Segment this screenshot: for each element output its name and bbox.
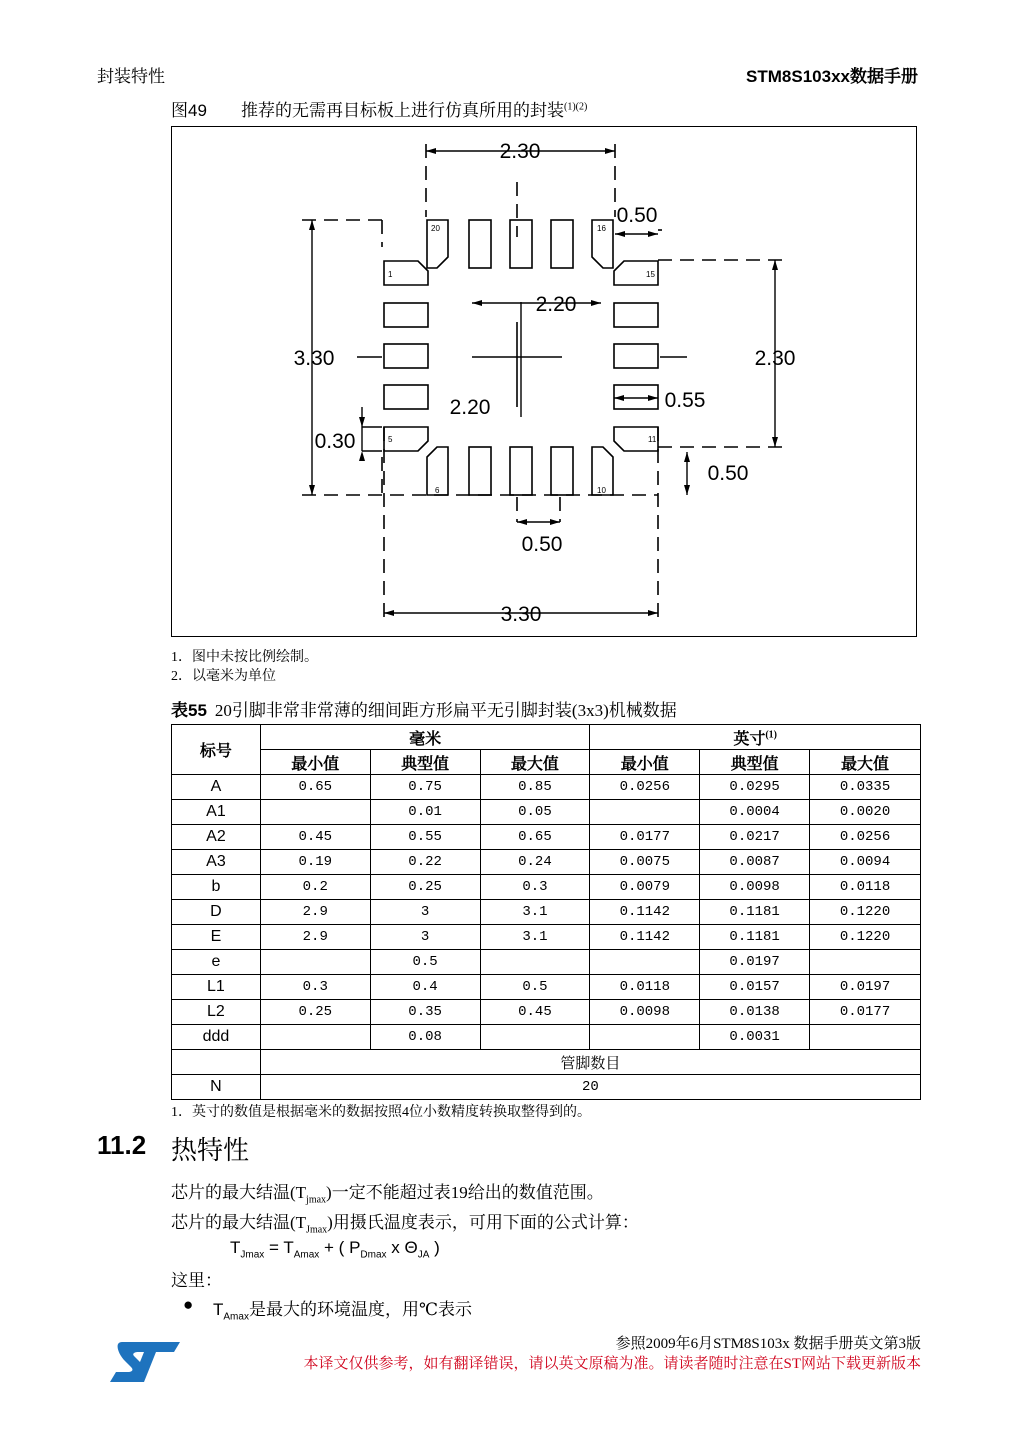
symbol-cell: A2 [172, 825, 261, 850]
header-inch-max: 最大值 [810, 750, 921, 775]
footer-reference: 参照2009年6月STM8S103x 数据手册英文第3版 [615, 1336, 921, 1352]
section-title: 热特性 [171, 1136, 250, 1165]
figure-title-sup: (1)(2) [564, 101, 588, 113]
value-cell: 3.1 [480, 900, 590, 925]
p1-post: )一定不能超过表19给出的数值范围。 [326, 1183, 604, 1202]
value-cell: 2.9 [260, 925, 370, 950]
value-cell: 0.0256 [810, 825, 921, 850]
header-section-title: 封装特性 [97, 67, 165, 86]
table-row [172, 925, 921, 950]
pin-label-16: 16 [597, 224, 606, 233]
value-cell: 0.1142 [590, 925, 700, 950]
value-cell: 3 [370, 900, 480, 925]
pin-label-20: 20 [431, 224, 440, 233]
value-cell [590, 950, 700, 975]
value-cell: 0.1181 [700, 925, 810, 950]
value-cell: 0.85 [480, 775, 590, 800]
value-cell: 0.0256 [590, 775, 700, 800]
value-cell: 0.0177 [590, 825, 700, 850]
footer-disclaimer: 本译文仅供参考，如有翻译错误，请以英文原稿为准。请读者随时注意在ST网站下载更新版本 [303, 1356, 921, 1372]
figure-note-2: 2．以毫米为单位 [171, 669, 276, 684]
value-cell: 0.0197 [700, 950, 810, 975]
value-cell: 0.1142 [590, 900, 700, 925]
value-cell: 0.45 [260, 825, 370, 850]
figure-number: 图49 [171, 101, 207, 120]
value-cell: 0.0157 [700, 975, 810, 1000]
value-cell: 0.1181 [700, 900, 810, 925]
value-cell: 0.19 [260, 850, 370, 875]
pin-label-6: 6 [435, 486, 440, 495]
value-cell [810, 1025, 921, 1050]
header-mm-typ: 典型值 [370, 750, 480, 775]
footprint-drawing [172, 127, 916, 636]
dim-right-span: 2.30 [754, 347, 796, 370]
table-footnote: 1．英寸的数值是根据毫米的数据按照4位小数精度转换取整得到的。 [171, 1105, 591, 1120]
pin-count-label: 管脚数目 [260, 1050, 920, 1075]
value-cell: 2.9 [260, 900, 370, 925]
section-number: 11.2 [97, 1130, 147, 1160]
dim-inner-horizontal: 2.20 [535, 293, 577, 316]
f-ja: JA [417, 1249, 430, 1261]
value-cell [480, 950, 590, 975]
center-cross [472, 322, 562, 407]
value-cell [260, 1025, 370, 1050]
table-row [172, 950, 921, 975]
table-row [172, 1000, 921, 1025]
value-cell: 0.0079 [590, 875, 700, 900]
bullet-item [213, 1295, 472, 1322]
f-plus: + ( P [319, 1238, 361, 1257]
header-inches-label: 英寸 [733, 730, 766, 748]
paragraph-2 [171, 1208, 639, 1235]
value-cell: 0.0098 [700, 875, 810, 900]
value-cell: 0.0098 [590, 1000, 700, 1025]
value-cell: 0.01 [370, 800, 480, 825]
dim-pad-width-left: 0.30 [314, 430, 356, 453]
value-cell: 0.0138 [700, 1000, 810, 1025]
value-cell: 0.3 [480, 875, 590, 900]
value-cell: 0.4 [370, 975, 480, 1000]
value-cell: 0.0094 [810, 850, 921, 875]
value-cell: 0.25 [260, 1000, 370, 1025]
f-amax: Amax [293, 1249, 320, 1261]
figure-title: 推荐的无需再目标板上进行仿真所用的封装 [241, 101, 564, 120]
pin-label-15: 15 [646, 270, 655, 279]
left-pads [384, 261, 428, 451]
thermal-formula [230, 1238, 440, 1260]
table-number: 表55 [171, 701, 207, 720]
pin-label-11: 11 [648, 435, 657, 444]
pin-label-10: 10 [597, 486, 606, 495]
header-symbol: 标号 [172, 725, 261, 775]
extension-lines [357, 230, 687, 451]
value-cell: 0.2 [260, 875, 370, 900]
dim-bottom-total: 3.30 [500, 603, 542, 626]
f-jmax: Jmax [240, 1249, 265, 1261]
table-title: 20引脚非常非常薄的细间距方形扁平无引脚封装(3x3)机械数据 [214, 701, 677, 720]
footprint-figure [171, 126, 917, 637]
value-cell: 0.0197 [810, 975, 921, 1000]
st-logo-icon [108, 1340, 182, 1384]
table-row [172, 875, 921, 900]
bullet-t: T [213, 1300, 224, 1319]
header-millimeters: 毫米 [260, 725, 589, 750]
symbol-cell: A [172, 775, 261, 800]
value-cell: 0.0177 [810, 1000, 921, 1025]
figure-note-1: 1．图中未按比例绘制。 [171, 650, 318, 665]
value-cell: 0.1220 [810, 925, 921, 950]
value-cell: 0.55 [370, 825, 480, 850]
value-cell: 3 [370, 925, 480, 950]
table-row [172, 775, 921, 800]
symbol-cell: b [172, 875, 261, 900]
table-header-row-2 [172, 750, 921, 775]
symbol-cell: L1 [172, 975, 261, 1000]
figure-caption [171, 96, 587, 121]
value-cell: 0.3 [260, 975, 370, 1000]
value-cell: 0.08 [370, 1025, 480, 1050]
value-cell: 0.0335 [810, 775, 921, 800]
top-pads [427, 220, 613, 268]
symbol-cell: L2 [172, 1000, 261, 1025]
value-cell: 0.65 [260, 775, 370, 800]
value-cell: 0.5 [480, 975, 590, 1000]
header-document-title: STM8S103xx数据手册 [746, 67, 918, 86]
symbol-cell: e [172, 950, 261, 975]
symbol-cell: E [172, 925, 261, 950]
value-cell: 0.0020 [810, 800, 921, 825]
where-label: 这里： [171, 1271, 222, 1290]
value-cell: 0.25 [370, 875, 480, 900]
table-header-row-1 [172, 725, 921, 750]
table-row [172, 1025, 921, 1050]
symbol-cell: A1 [172, 800, 261, 825]
value-cell: 0.24 [480, 850, 590, 875]
value-cell: 0.0075 [590, 850, 700, 875]
header-mm-max: 最大值 [480, 750, 590, 775]
value-cell [590, 1025, 700, 1050]
value-cell: 0.0118 [810, 875, 921, 900]
value-cell [260, 950, 370, 975]
dim-bottom-pitch: 0.50 [521, 533, 563, 556]
value-cell: 0.0295 [700, 775, 810, 800]
f-x: x Θ [386, 1238, 418, 1257]
f-close: ) [429, 1238, 440, 1257]
pin-label-1: 1 [388, 270, 393, 279]
p1-pre: 芯片的最大结温(T [171, 1183, 307, 1202]
table-caption [171, 696, 677, 721]
dim-pad-length-top-right: 0.50 [616, 204, 658, 227]
p2-sub: Jmax [306, 1224, 328, 1236]
dim-top-width: 2.30 [499, 140, 541, 163]
value-cell: 0.65 [480, 825, 590, 850]
f-eq: = T [264, 1238, 294, 1257]
header-inches-sup: (1) [765, 729, 778, 741]
header-inches [590, 725, 921, 750]
table-row-pin-count-label [172, 1050, 921, 1075]
value-cell: 0.75 [370, 775, 480, 800]
value-cell: 0.0087 [700, 850, 810, 875]
table-body [172, 775, 921, 1050]
table-row [172, 825, 921, 850]
f-t: T [230, 1238, 241, 1257]
header-inch-min: 最小值 [590, 750, 700, 775]
value-cell: 0.0217 [700, 825, 810, 850]
paragraph-1 [171, 1178, 604, 1205]
value-cell: 0.05 [480, 800, 590, 825]
f-dmax: Dmax [360, 1249, 387, 1261]
table-row-n [172, 1075, 921, 1100]
right-pads [614, 261, 658, 451]
value-cell [260, 800, 370, 825]
table-row [172, 850, 921, 875]
dim-inner-vertical: 2.20 [449, 396, 491, 419]
value-cell: 3.1 [480, 925, 590, 950]
dim-left-total: 3.30 [293, 347, 335, 370]
bullet-dot: ● [183, 1295, 194, 1314]
value-cell: 0.45 [480, 1000, 590, 1025]
value-cell: 0.0004 [700, 800, 810, 825]
value-cell [480, 1025, 590, 1050]
bottom-pads [427, 447, 613, 495]
header-mm-min: 最小值 [260, 750, 370, 775]
bullet-sub: Amax [223, 1311, 249, 1323]
p1-sub: jmax [306, 1194, 327, 1206]
value-cell [590, 800, 700, 825]
table-row [172, 900, 921, 925]
n-value: 20 [260, 1075, 920, 1100]
mechanical-data-table [171, 724, 921, 1100]
p2-post: )用摄氏温度表示，可用下面的公式计算： [327, 1213, 639, 1232]
value-cell: 0.5 [370, 950, 480, 975]
p2-pre: 芯片的最大结温(T [171, 1213, 307, 1232]
value-cell [810, 950, 921, 975]
dim-pad-length-right: 0.55 [664, 389, 706, 412]
value-cell: 0.22 [370, 850, 480, 875]
table-row [172, 800, 921, 825]
value-cell: 0.1220 [810, 900, 921, 925]
symbol-cell: D [172, 900, 261, 925]
value-cell: 0.0118 [590, 975, 700, 1000]
header-inch-typ: 典型值 [700, 750, 810, 775]
symbol-cell: ddd [172, 1025, 261, 1050]
n-symbol: N [172, 1075, 261, 1100]
table-cell [172, 1050, 261, 1075]
symbol-cell: A3 [172, 850, 261, 875]
bullet-text: 是最大的环境温度，用℃表示 [248, 1300, 472, 1319]
pin-label-5: 5 [388, 435, 393, 444]
dim-right-lower: 0.50 [707, 462, 749, 485]
value-cell: 0.0031 [700, 1025, 810, 1050]
table-row [172, 975, 921, 1000]
value-cell: 0.35 [370, 1000, 480, 1025]
